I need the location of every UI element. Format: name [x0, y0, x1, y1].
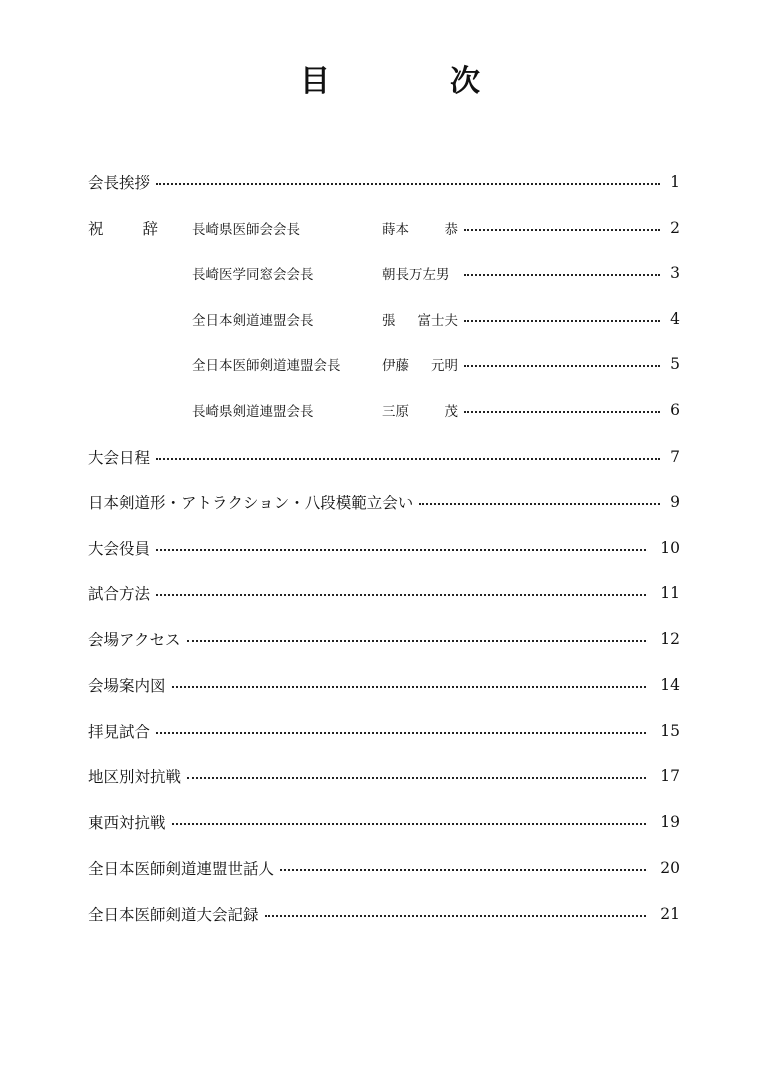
subentry-org: 長崎県医師会会長: [192, 222, 300, 238]
subentry-name: [382, 309, 458, 329]
toc-entry-page: 7: [670, 448, 680, 466]
subentry-name-part: 元明: [431, 358, 458, 374]
toc-entry-page: 11: [660, 584, 680, 602]
leader-dots: [172, 823, 646, 825]
leader-dots: [156, 183, 660, 185]
toc-entry-page: 20: [660, 859, 680, 877]
toc-subentry[interactable]: [192, 398, 680, 422]
toc-entry[interactable]: [88, 445, 680, 469]
subentry-org: 全日本医師剣道連盟会長: [192, 358, 341, 374]
toc-entry[interactable]: [88, 627, 680, 651]
leader-dots: [464, 229, 660, 231]
toc-entry-page: 10: [660, 539, 680, 557]
toc-subentry[interactable]: [192, 307, 680, 331]
subentry-name-part: 朝長万左男: [382, 267, 450, 283]
leader-dots: [172, 686, 646, 688]
toc-subentry[interactable]: [192, 352, 680, 376]
leader-dots: [156, 549, 646, 551]
shukuji-char-2: 辞: [142, 220, 158, 238]
shukuji-char-1: 祝: [88, 220, 104, 238]
subentry-page: 3: [670, 264, 680, 282]
leader-dots: [265, 915, 646, 917]
toc-entry[interactable]: [88, 673, 680, 697]
shukuji-heading: [88, 216, 158, 240]
toc-entry[interactable]: [88, 856, 680, 880]
leader-dots: [464, 274, 660, 276]
subentry-name-part: 蒔本: [382, 222, 409, 238]
toc-entry-page: 12: [660, 630, 680, 648]
leader-dots: [280, 869, 646, 871]
leader-dots: [156, 458, 660, 460]
leader-dots: [464, 411, 660, 413]
toc-entry-greeting[interactable]: [88, 170, 680, 194]
subentry-page: 6: [670, 401, 680, 419]
subentry-org: 長崎医学同窓会会長: [192, 267, 314, 283]
subentry-name-part: 三原: [382, 404, 409, 420]
toc-entry-page: 15: [660, 722, 680, 740]
toc-entry[interactable]: [88, 536, 680, 560]
subentry-name-part: 張: [382, 313, 396, 329]
toc-entry-label: 日本剣道形・アトラクション・八段模範立会い: [88, 494, 414, 512]
toc-entry[interactable]: [88, 581, 680, 605]
toc-entry-page: 1: [670, 173, 680, 191]
page-title: [300, 56, 480, 100]
leader-dots: [187, 640, 646, 642]
toc-entry-page: 19: [660, 813, 680, 831]
toc-entry-label: 会長挨拶: [88, 174, 151, 192]
toc-entry-page: 21: [660, 905, 680, 923]
leader-dots: [187, 777, 646, 779]
title-char-2: 次: [450, 64, 480, 99]
toc-entry-label: 全日本医師剣道連盟世話人: [88, 860, 275, 878]
toc-entry-label: 地区別対抗戦: [88, 768, 182, 786]
leader-dots: [464, 365, 660, 367]
toc-entry-label: 大会日程: [88, 449, 151, 467]
toc-entry[interactable]: [88, 490, 680, 514]
toc-subentry[interactable]: [192, 216, 680, 240]
toc-entry-label: 会場アクセス: [88, 631, 181, 649]
toc-entry-label: 拝見試合: [88, 723, 151, 741]
title-char-1: 目: [300, 64, 330, 99]
leader-dots: [464, 320, 660, 322]
subentry-page: 5: [670, 355, 680, 373]
subentry-name-part: 富士夫: [417, 313, 458, 329]
toc-entry-label: 全日本医師剣道大会記録: [88, 906, 259, 924]
leader-dots: [156, 594, 646, 596]
toc-entry[interactable]: [88, 719, 680, 743]
toc-entry-page: 17: [660, 767, 680, 785]
subentry-name-part: 伊藤: [382, 358, 409, 374]
subentry-name: [382, 218, 458, 238]
leader-dots: [156, 732, 646, 734]
toc-entry-label: 試合方法: [88, 585, 151, 603]
subentry-page: 2: [670, 219, 680, 237]
toc-entry-label: 会場案内図: [88, 677, 166, 695]
toc-subentry[interactable]: [192, 261, 680, 285]
subentry-page: 4: [670, 310, 680, 328]
subentry-name: [382, 354, 458, 374]
toc-entry-label: 大会役員: [88, 540, 151, 558]
toc-entry-page: 9: [670, 493, 680, 511]
subentry-org: 長崎県剣道連盟会長: [192, 404, 314, 420]
subentry-name-part: 茂: [444, 404, 458, 420]
toc-entry-page: 14: [660, 676, 680, 694]
toc-entry[interactable]: [88, 902, 680, 926]
subentry-name-part: 恭: [444, 222, 458, 238]
toc-entry[interactable]: [88, 764, 680, 788]
subentry-name: [382, 400, 458, 420]
toc-entry[interactable]: [88, 810, 680, 834]
leader-dots: [419, 503, 660, 505]
subentry-name: [382, 263, 458, 283]
toc-entry-label: 東西対抗戦: [88, 814, 166, 832]
subentry-org: 全日本剣道連盟会長: [192, 313, 314, 329]
